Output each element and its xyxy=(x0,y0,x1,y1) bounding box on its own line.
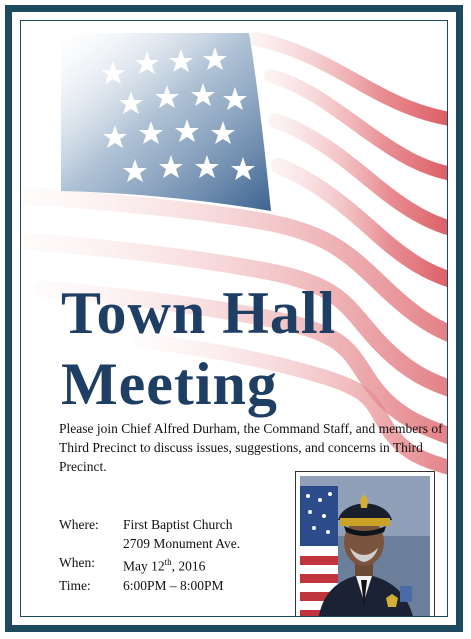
police-chief-portrait-image xyxy=(300,476,430,617)
when-date: May 12th, 2016 xyxy=(123,557,206,574)
where-venue: First Baptist Church xyxy=(123,517,233,532)
where-row xyxy=(59,515,240,534)
where-label: Where: xyxy=(59,517,99,532)
title-line-town-hall: Town Hall xyxy=(61,280,337,346)
date-ordinal-suffix: th xyxy=(164,557,172,567)
time-value: 6:00PM – 8:00PM xyxy=(123,577,224,593)
where-address: 2709 Monument Ave. xyxy=(123,536,241,551)
time-row xyxy=(59,576,240,595)
where-address-row xyxy=(59,534,240,553)
flyer-outer-border xyxy=(5,5,463,632)
title-line-meeting: Meeting xyxy=(61,351,278,417)
invitation-text: Please join Chief Alfred Durham, the Command Staff, and members of Third Precinct to discuss issues, suggestions, and concerns in Third Precinct. xyxy=(59,421,443,474)
chief-portrait-photo xyxy=(295,471,435,617)
time-label: Time: xyxy=(59,577,91,593)
when-label: When: xyxy=(59,555,95,570)
event-details xyxy=(59,515,240,595)
when-row xyxy=(59,553,240,576)
flyer-inner-frame xyxy=(20,20,448,617)
